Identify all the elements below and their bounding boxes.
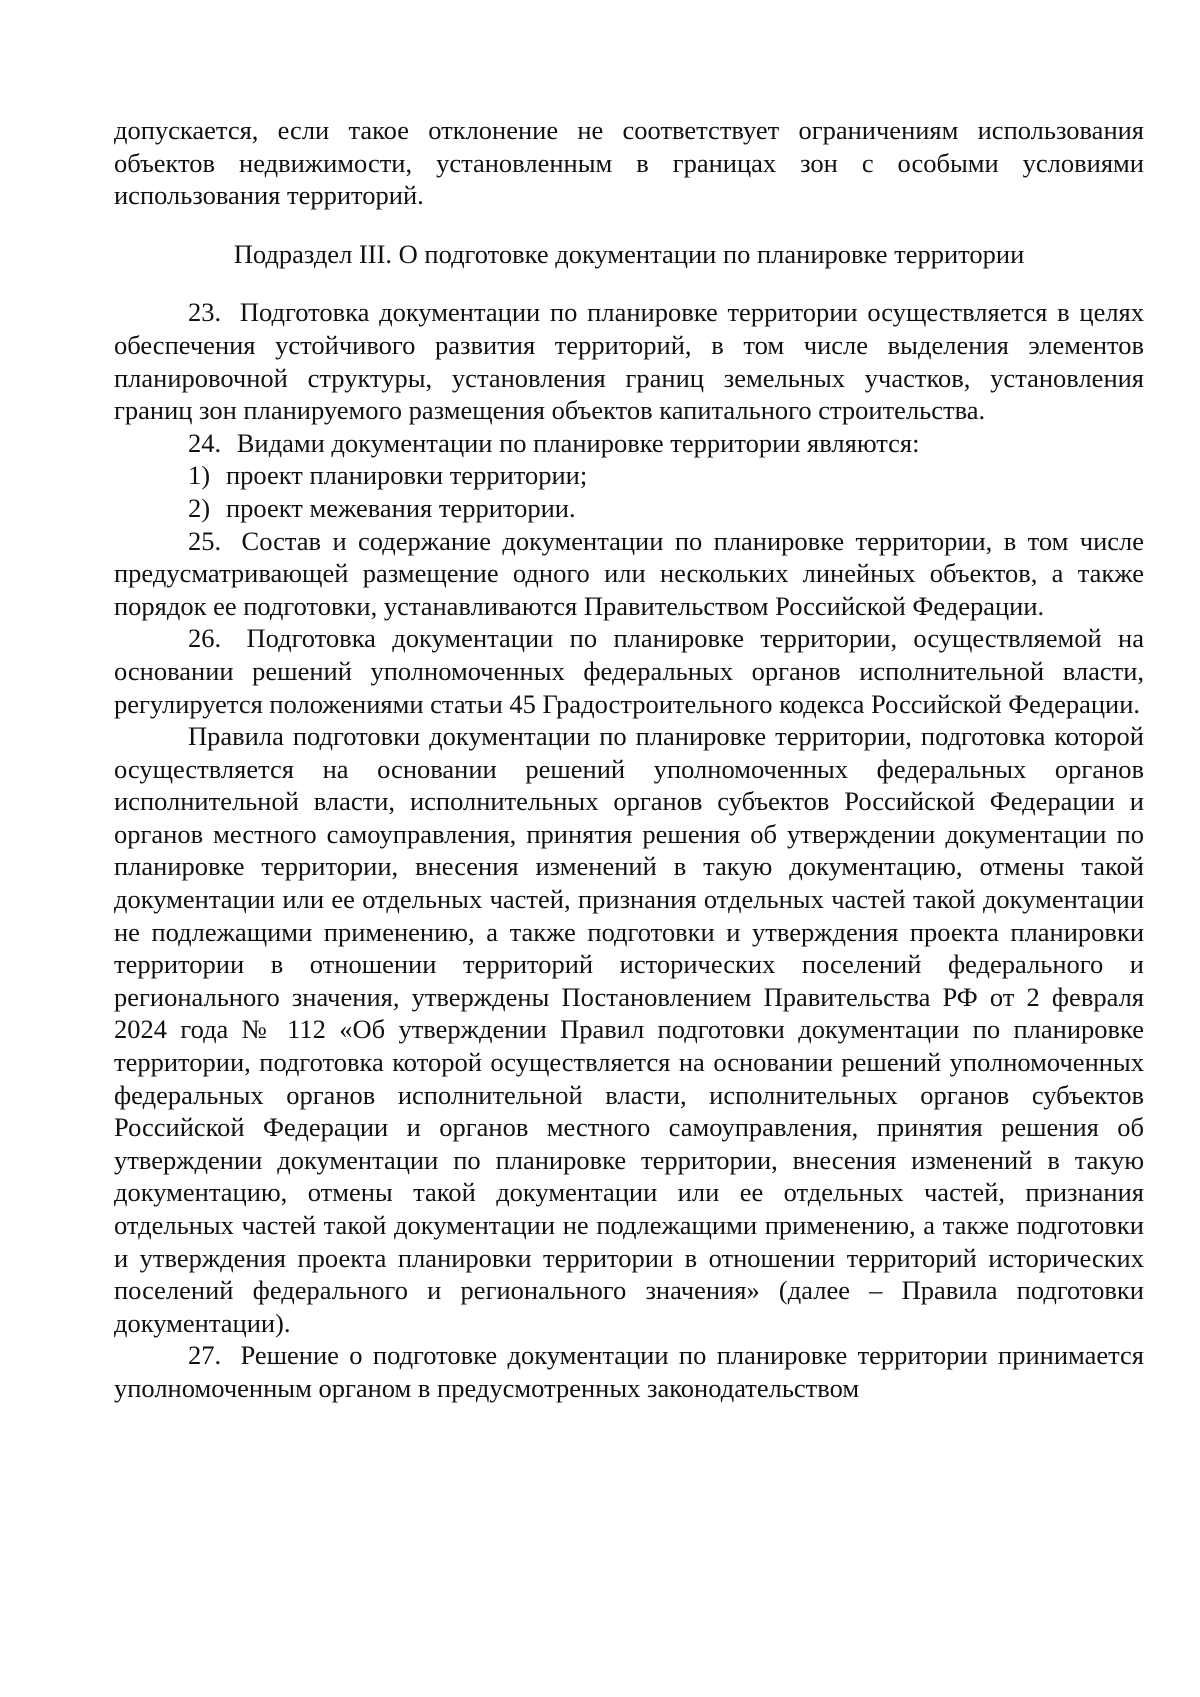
paragraph-26 (114, 622, 1144, 720)
paragraph-23 (114, 296, 1144, 426)
list-item (114, 492, 1144, 525)
paragraph-27 (114, 1339, 1144, 1404)
opening-paragraph: допускается, если такое отклонение не соответствует ограничениям использования объектов недвижимости, установленным в границах зон с особыми условиями использования территорий. (114, 115, 1144, 211)
paragraph-25 (114, 525, 1144, 623)
paragraph-number: 24. (188, 427, 222, 458)
list-item (114, 459, 1144, 492)
paragraph-number: 26. (188, 623, 222, 654)
paragraph-text: Состав и содержание документации по планировке территории, в том числе предусматривающей размещение одного или нескольких линейных объектов, а также порядок ее подготовки, устанавливаются Правительством Российской Федерации. (114, 525, 1145, 621)
list-item-number: 1) (188, 460, 211, 491)
list-item-text: проект планировки территории; (226, 460, 588, 491)
paragraph-text: Подготовка документации по планировке территории осуществляется в целях обеспечения устойчивого развития территорий, в том числе выделения элементов планировочной структуры, установления границ земельных участков, установления границ зон планируемого размещения объектов капитального строительства. (114, 297, 1144, 426)
subsection-heading: Подраздел III. О подготовке документации по планировке территории (233, 238, 1025, 269)
paragraph-text: Видами документации по планировке территории являются: (236, 427, 920, 458)
list-item-text: проект межевания территории. (226, 492, 576, 523)
list-item-number: 2) (188, 492, 211, 523)
document-body (114, 114, 1144, 1405)
paragraph-number: 25. (188, 525, 222, 556)
paragraph-26-continuation: Правила подготовки документации по планировке территории, подготовка которой осуществляется на основании решений уполномоченных федеральных органов исполнительной власти, исполнительных органов субъектов Российской Федерации и органов местного самоуправления, принятия решения об утверждении документации по планировке территории, внесения изменений в такую документацию, отмены такой документации или ее отдельных частей, признания отдельных частей такой документации не подлежащими применению, а также подготовки и утверждения проекта планировки территории в отношении территорий исторических поселений федерального и регионального значения, утверждены Постановлением Правительства РФ от 2 февраля 2024 года № 112 «Об утверждении Правил подготовки документации по планировке территории, подготовка которой осуществляется на основании решений уполномоченных федеральных органов исполнительной власти, исполнительных органов субъектов Российской Федерации и органов местного самоуправления, принятия решения об утверждении документации по планировке территории, внесения изменений в такую документацию, отмены такой документации или ее отдельных частей, признания отдельных частей такой документации не подлежащими применению, а также подготовки и утверждения проекта планировки территории в отношении территорий исторических поселений федерального и регионального значения» (далее – Правила подготовки документации). (114, 721, 1144, 1338)
paragraph-number: 27. (188, 1340, 222, 1371)
paragraph-text: Решение о подготовке документации по планировке территории принимается уполномоченным органом в предусмотренных законодательством (114, 1340, 1144, 1403)
paragraph-text: Подготовка документации по планировке территории, осуществляемой на основании решений уполномоченных федеральных органов исполнительной власти, регулируется положениями статьи 45 Градостроительного кодекса Российской Федерации. (114, 623, 1144, 719)
paragraph-24 (114, 427, 1144, 460)
paragraph-number: 23. (188, 297, 222, 328)
